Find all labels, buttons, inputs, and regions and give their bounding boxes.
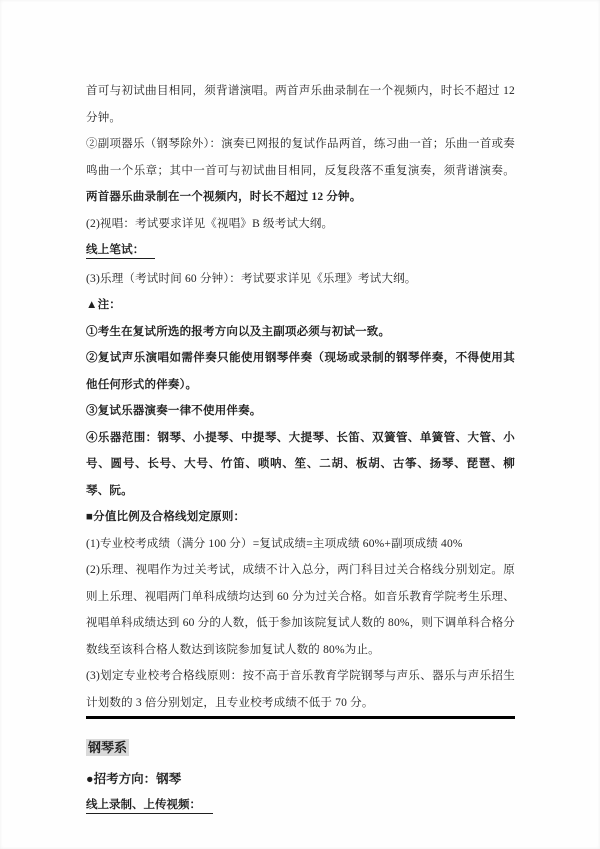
piano-department-title-text: 钢琴系: [88, 740, 128, 755]
scoring-heading: [86, 504, 515, 531]
admission-direction-text: 招考方向：钢琴: [93, 772, 182, 786]
scoring-item-3: (3)划定专业校考合格线原则：按不高于音乐教育学院钢琴与声乐、器乐与声乐招生计划数的 3 倍分别划定，且专业校考成绩不低于 70 分。: [86, 670, 515, 709]
online-video-heading: [86, 797, 515, 814]
bullet-icon: ●: [86, 772, 94, 786]
online-video-heading-text: 线上录制、上传视频：: [86, 798, 213, 814]
online-written-heading: [86, 237, 515, 266]
note-item-3: ③复试乐器演奏一律不使用伴奏。: [86, 405, 262, 417]
note-item-1: ①考生在复试所选的报考方向以及主副项必须与初试一致。: [86, 325, 391, 338]
admission-direction-line: [86, 769, 515, 789]
scoring-item-2: (2)乐理、视唱作为过关考试，成绩不计入总分，两门科目过关合格线分别划定。原则上乐理、视唱两门单科成绩均达到 60 分为过关合格。如音乐教育学院考生乐理、视唱单科成绩达到 60 分的人数，低于参加该院复试人数的 80%，则下调单科合格分数线至该科合格人数达到该院参加复试人数的 80%为止。: [86, 564, 515, 656]
section-divider-rule: [86, 716, 515, 719]
music-theory-paragraph: (3)乐理（考试时间 60 分钟）：考试要求详见《乐理》考试大纲。: [86, 272, 417, 285]
piano-department-title: [86, 737, 515, 759]
notes-heading: [86, 292, 515, 319]
note-item-4: ④乐器范围：钢琴、小提琴、中提琴、大提琴、长笛、双簧管、单簧管、大管、小号、圆号、长号、大号、竹笛、唢呐、笙、二胡、板胡、古筝、扬琴、琵琶、柳琴、阮。: [86, 431, 515, 497]
square-icon: ■: [86, 511, 94, 523]
triangle-icon: ▲: [86, 299, 98, 311]
notes-heading-text: 注：: [97, 299, 121, 311]
online-written-heading-text: 线上笔试：: [86, 243, 155, 259]
instrument-subitem-text: ②副项器乐（钢琴除外）：演奏已网报的复试作品两首，练习曲一首；乐曲一首或奏鸣曲一个乐章；其中一首可与初试曲目相同，反复段落不重复演奏，须背谱演奏。: [86, 138, 515, 177]
instrument-subitem-paragraph: [86, 131, 515, 211]
scoring-item-1: (1)专业校考成绩（满分 100 分）=复试成绩=主项成绩 60%+副项成绩 40%: [86, 537, 463, 550]
instrument-subitem-bold-text: 两首器乐曲录制在一个视频内，时长不超过 12 分钟。: [86, 191, 362, 203]
vocal-continuation-paragraph: 首可与初试曲目相同，须背谱演唱。两首声乐曲录制在一个视频内，时长不超过 12 分钟。: [86, 85, 515, 124]
sight-singing-paragraph: (2)视唱：考试要求详见《视唱》B 级考试大纲。: [86, 217, 334, 230]
note-item-2: ②复试声乐演唱如需伴奏只能使用钢琴伴奏（现场或录制的钢琴伴奏，不得使用其他任何形式的伴奏）。: [86, 352, 515, 391]
scoring-heading-text: 分值比例及合格线划定原则：: [93, 511, 246, 523]
